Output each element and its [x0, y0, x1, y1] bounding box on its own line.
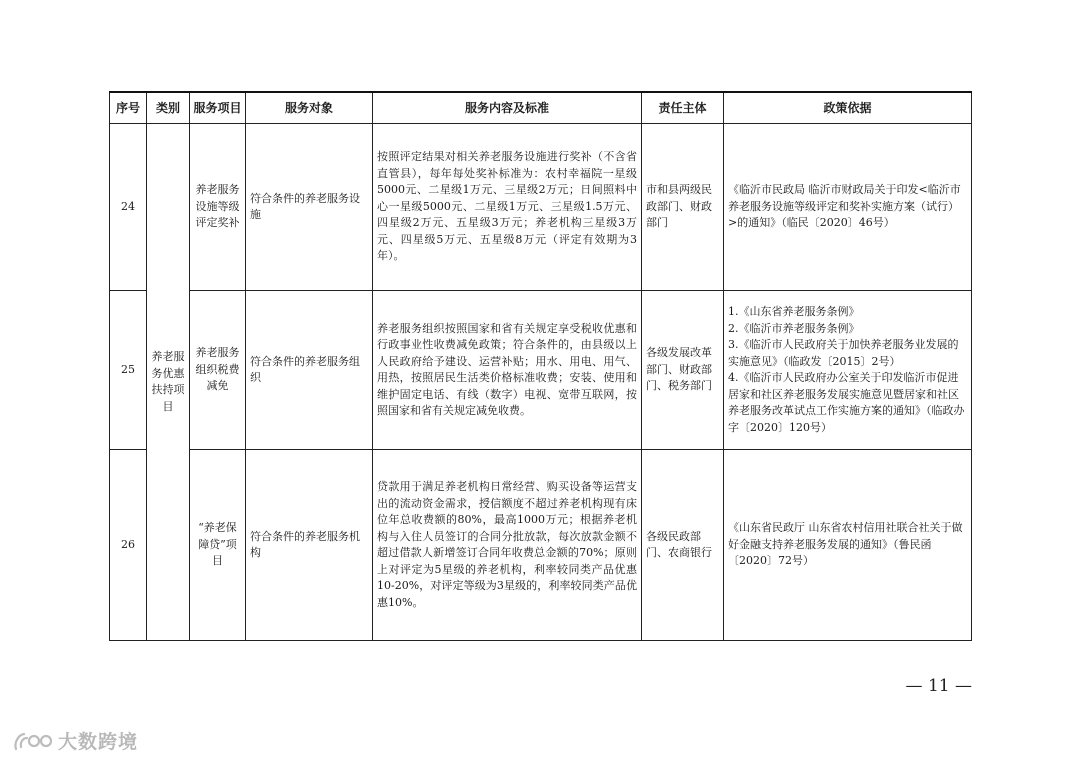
category-cell: 养老服务优惠扶持项目 — [147, 124, 190, 641]
service-item: 养老服务组织税费减免 — [190, 291, 246, 450]
header-seq: 序号 — [110, 92, 147, 124]
ripple-logo-icon — [12, 729, 54, 753]
header-responsible: 责任主体 — [642, 92, 724, 124]
row-number: 24 — [110, 124, 147, 291]
policy-table — [109, 91, 972, 641]
watermark-text: 大数跨境 — [58, 731, 139, 753]
policy-basis-item: 《临沂市民政局 临沂市财政局关于印发<临沂市养老服务设施等级评定和奖补实施方案（试行）>的通知》（临民〔2020〕46号） — [728, 183, 961, 230]
responsible-party: 市和县两级民政部门、财政部门 — [642, 124, 724, 291]
service-content: 按照评定结果对相关养老服务设施进行奖补（不含省直管县），每年每处奖补标准为：农村幸福院一星级5000元、二星级1万元、三星级2万元；日间照料中心一星级5000元、二星级1万元、三星级1.5万元、四星级2万元、五星级3万元；养老机构三星级3万元、四星级5万元、五星级8万元（评定有效期为3年）。 — [373, 124, 642, 291]
policy-basis-item: 3.《临沂市人民政府关于加快养老服务业发展的实施意见》（临政发〔2015〕2号） — [728, 338, 959, 368]
row-number: 26 — [110, 450, 147, 641]
header-policy-basis: 政策依据 — [724, 92, 972, 124]
service-target: 符合条件的养老服务机构 — [246, 450, 373, 641]
service-target: 符合条件的养老服务组织 — [246, 291, 373, 450]
table-row — [110, 291, 972, 450]
header-category: 类别 — [147, 92, 190, 124]
policy-basis-item: 《山东省民政厅 山东省农村信用社联合社关于做好金融支持养老服务发展的通知》（鲁民函〔2020〕72号） — [728, 521, 963, 568]
policy-basis-item: 4.《临沂市人民政府办公室关于印发临沂市促进居家和社区养老服务发展实施意见暨居家和社区养老服务改革试点工作实施方案的通知》（临政办字〔2020〕120号） — [728, 371, 965, 434]
table-header-row — [110, 92, 972, 124]
page-number: — 11 — — [905, 676, 972, 696]
table-row — [110, 124, 972, 291]
row-number: 25 — [110, 291, 147, 450]
policy-basis — [724, 450, 972, 641]
service-item: 养老服务设施等级评定奖补 — [190, 124, 246, 291]
header-service-target: 服务对象 — [246, 92, 373, 124]
watermark — [12, 727, 138, 754]
policy-basis — [724, 124, 972, 291]
service-target: 符合条件的养老服务设施 — [246, 124, 373, 291]
responsible-party: 各级民政部门、农商银行 — [642, 450, 724, 641]
policy-basis-item: 2.《临沂市养老服务条例》 — [728, 321, 860, 335]
header-service-content: 服务内容及标准 — [373, 92, 642, 124]
service-item: “养老保障贷”项目 — [190, 450, 246, 641]
policy-basis — [724, 291, 972, 450]
policy-basis-item: 1.《山东省养老服务条例》 — [728, 305, 860, 318]
header-service-item: 服务项目 — [190, 92, 246, 124]
service-content: 贷款用于满足养老机构日常经营、购买设备等运营支出的流动资金需求，授信额度不超过养老机构现有床位年总收费额的80%，最高1000万元；根据养老机构与入住人员签订的合同分批放款，每次放款金额不超过借款人新增签订合同年收费总金额的70%；原则上对评定为5星级的养老机构，利率较同类产品优惠10-20%，对评定等级为3星级的，利率较同类产品优惠10%。 — [373, 450, 642, 641]
table-row — [110, 450, 972, 641]
responsible-party: 各级发展改革部门、财政部门、税务部门 — [642, 291, 724, 450]
service-content: 养老服务组织按照国家和省有关规定享受税收优惠和行政事业性收费减免政策；符合条件的，由县级以上人民政府给予建设、运营补贴；用水、用电、用气、用热，按照居民生活类价格标准收费；安装、使用和维护固定电话、有线（数字）电视、宽带互联网，按照国家和省有关规定减免收费。 — [373, 291, 642, 450]
